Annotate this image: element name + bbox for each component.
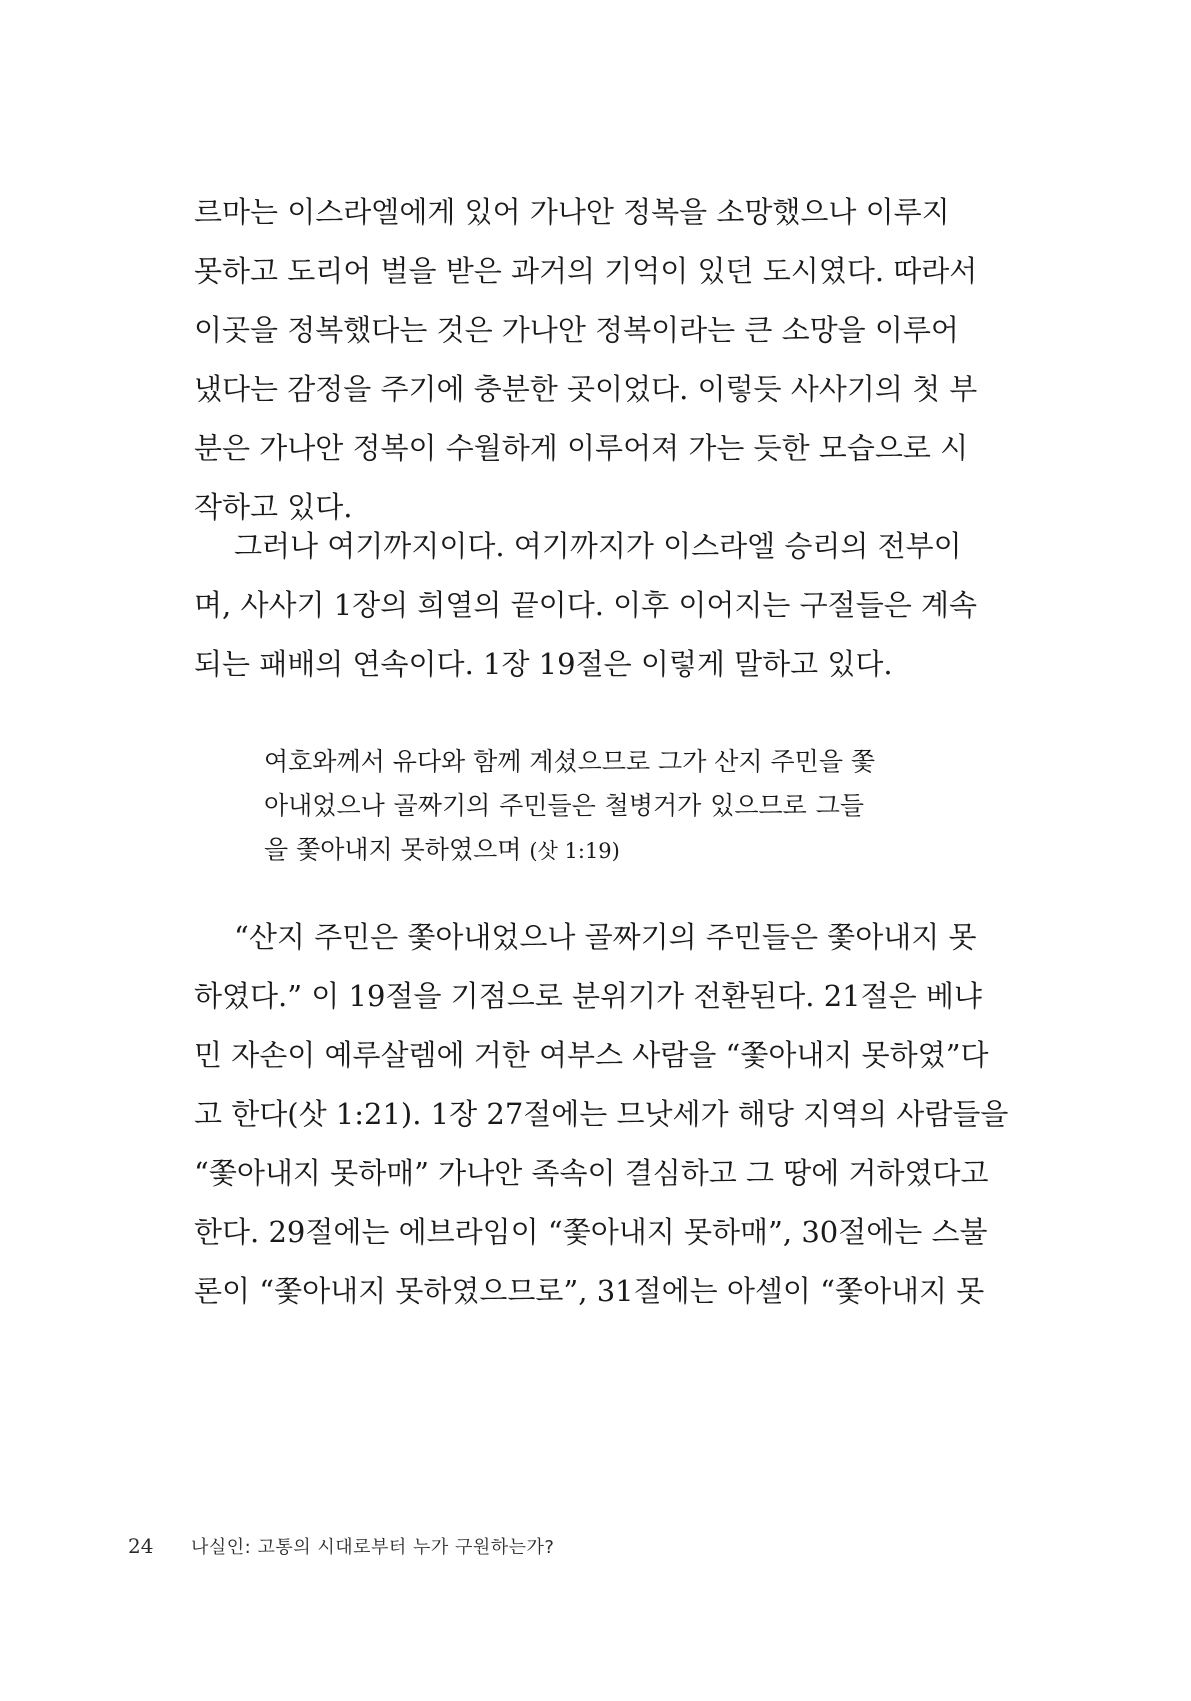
paragraph-line: 냈다는 감정을 주기에 충분한 곳이었다. 이렇듯 사사기의 첫 부	[194, 372, 978, 406]
paragraph-line: “산지 주민은 쫓아내었으나 골짜기의 주민들은 쫓아내지 못	[234, 920, 977, 954]
paragraph-line: 그러나 여기까지이다. 여기까지가 이스라엘 승리의 전부이	[234, 529, 962, 563]
paragraph-line: 고 한다(삿 1:21). 1장 27절에는 므낫세가 해당 지역의 사람들을	[194, 1097, 1009, 1131]
paragraph-line: 작하고 있다.	[194, 490, 353, 524]
paragraph-line: 르마는 이스라엘에게 있어 가나안 정복을 소망했으나 이루지	[194, 195, 950, 229]
paragraph-line: 론이 “쫓아내지 못하였으므로”, 31절에는 아셀이 “쫓아내지 못	[194, 1274, 985, 1308]
paragraph-line: 분은 가나안 정복이 수월하게 이루어져 가는 듯한 모습으로 시	[194, 431, 969, 465]
paragraph-line: 민 자손이 예루살렘에 거한 여부스 사람을 “쫓아내지 못하였”다	[194, 1038, 989, 1072]
running-title: 나실인: 고통의 시대로부터 누가 구원하는가?	[191, 1537, 555, 1558]
paragraph-line: 하였다.” 이 19절을 기점으로 분위기가 전환된다. 21절은 베냐	[194, 979, 982, 1013]
paragraph-line: 며, 사사기 1장의 희열의 끝이다. 이후 이어지는 구절들은 계속	[194, 588, 977, 622]
paragraph-line: “쫓아내지 못하매” 가나안 족속이 결심하고 그 땅에 거하였다고	[194, 1156, 989, 1190]
quote-line-last	[264, 828, 864, 872]
quote-line: 아내었으나 골짜기의 주민들은 철병거가 있으므로 그들	[264, 791, 864, 820]
paragraph-3	[194, 908, 1009, 1321]
quote-line-text: 을 쫓아내지 못하였으며	[264, 835, 522, 864]
paragraph-line: 한다. 29절에는 에브라임이 “쫓아내지 못하매”, 30절에는 스불	[194, 1215, 988, 1249]
paragraph-1	[194, 183, 978, 537]
paragraph-line: 못하고 도리어 벌을 받은 과거의 기억이 있던 도시였다. 따라서	[194, 254, 978, 288]
paragraph-line: 이곳을 정복했다는 것은 가나안 정복이라는 큰 소망을 이루어	[194, 313, 959, 347]
scripture-quote	[264, 740, 876, 872]
scripture-reference: (삿 1:19)	[529, 839, 620, 863]
paragraph-2	[194, 517, 977, 694]
paragraph-line: 되는 패배의 연속이다. 1장 19절은 이렇게 말하고 있다.	[194, 647, 893, 681]
quote-line: 여호와께서 유다와 함께 계셨으므로 그가 산지 주민을 쫓	[264, 747, 876, 776]
page-number: 24	[128, 1534, 154, 1558]
page-footer	[128, 1533, 555, 1559]
